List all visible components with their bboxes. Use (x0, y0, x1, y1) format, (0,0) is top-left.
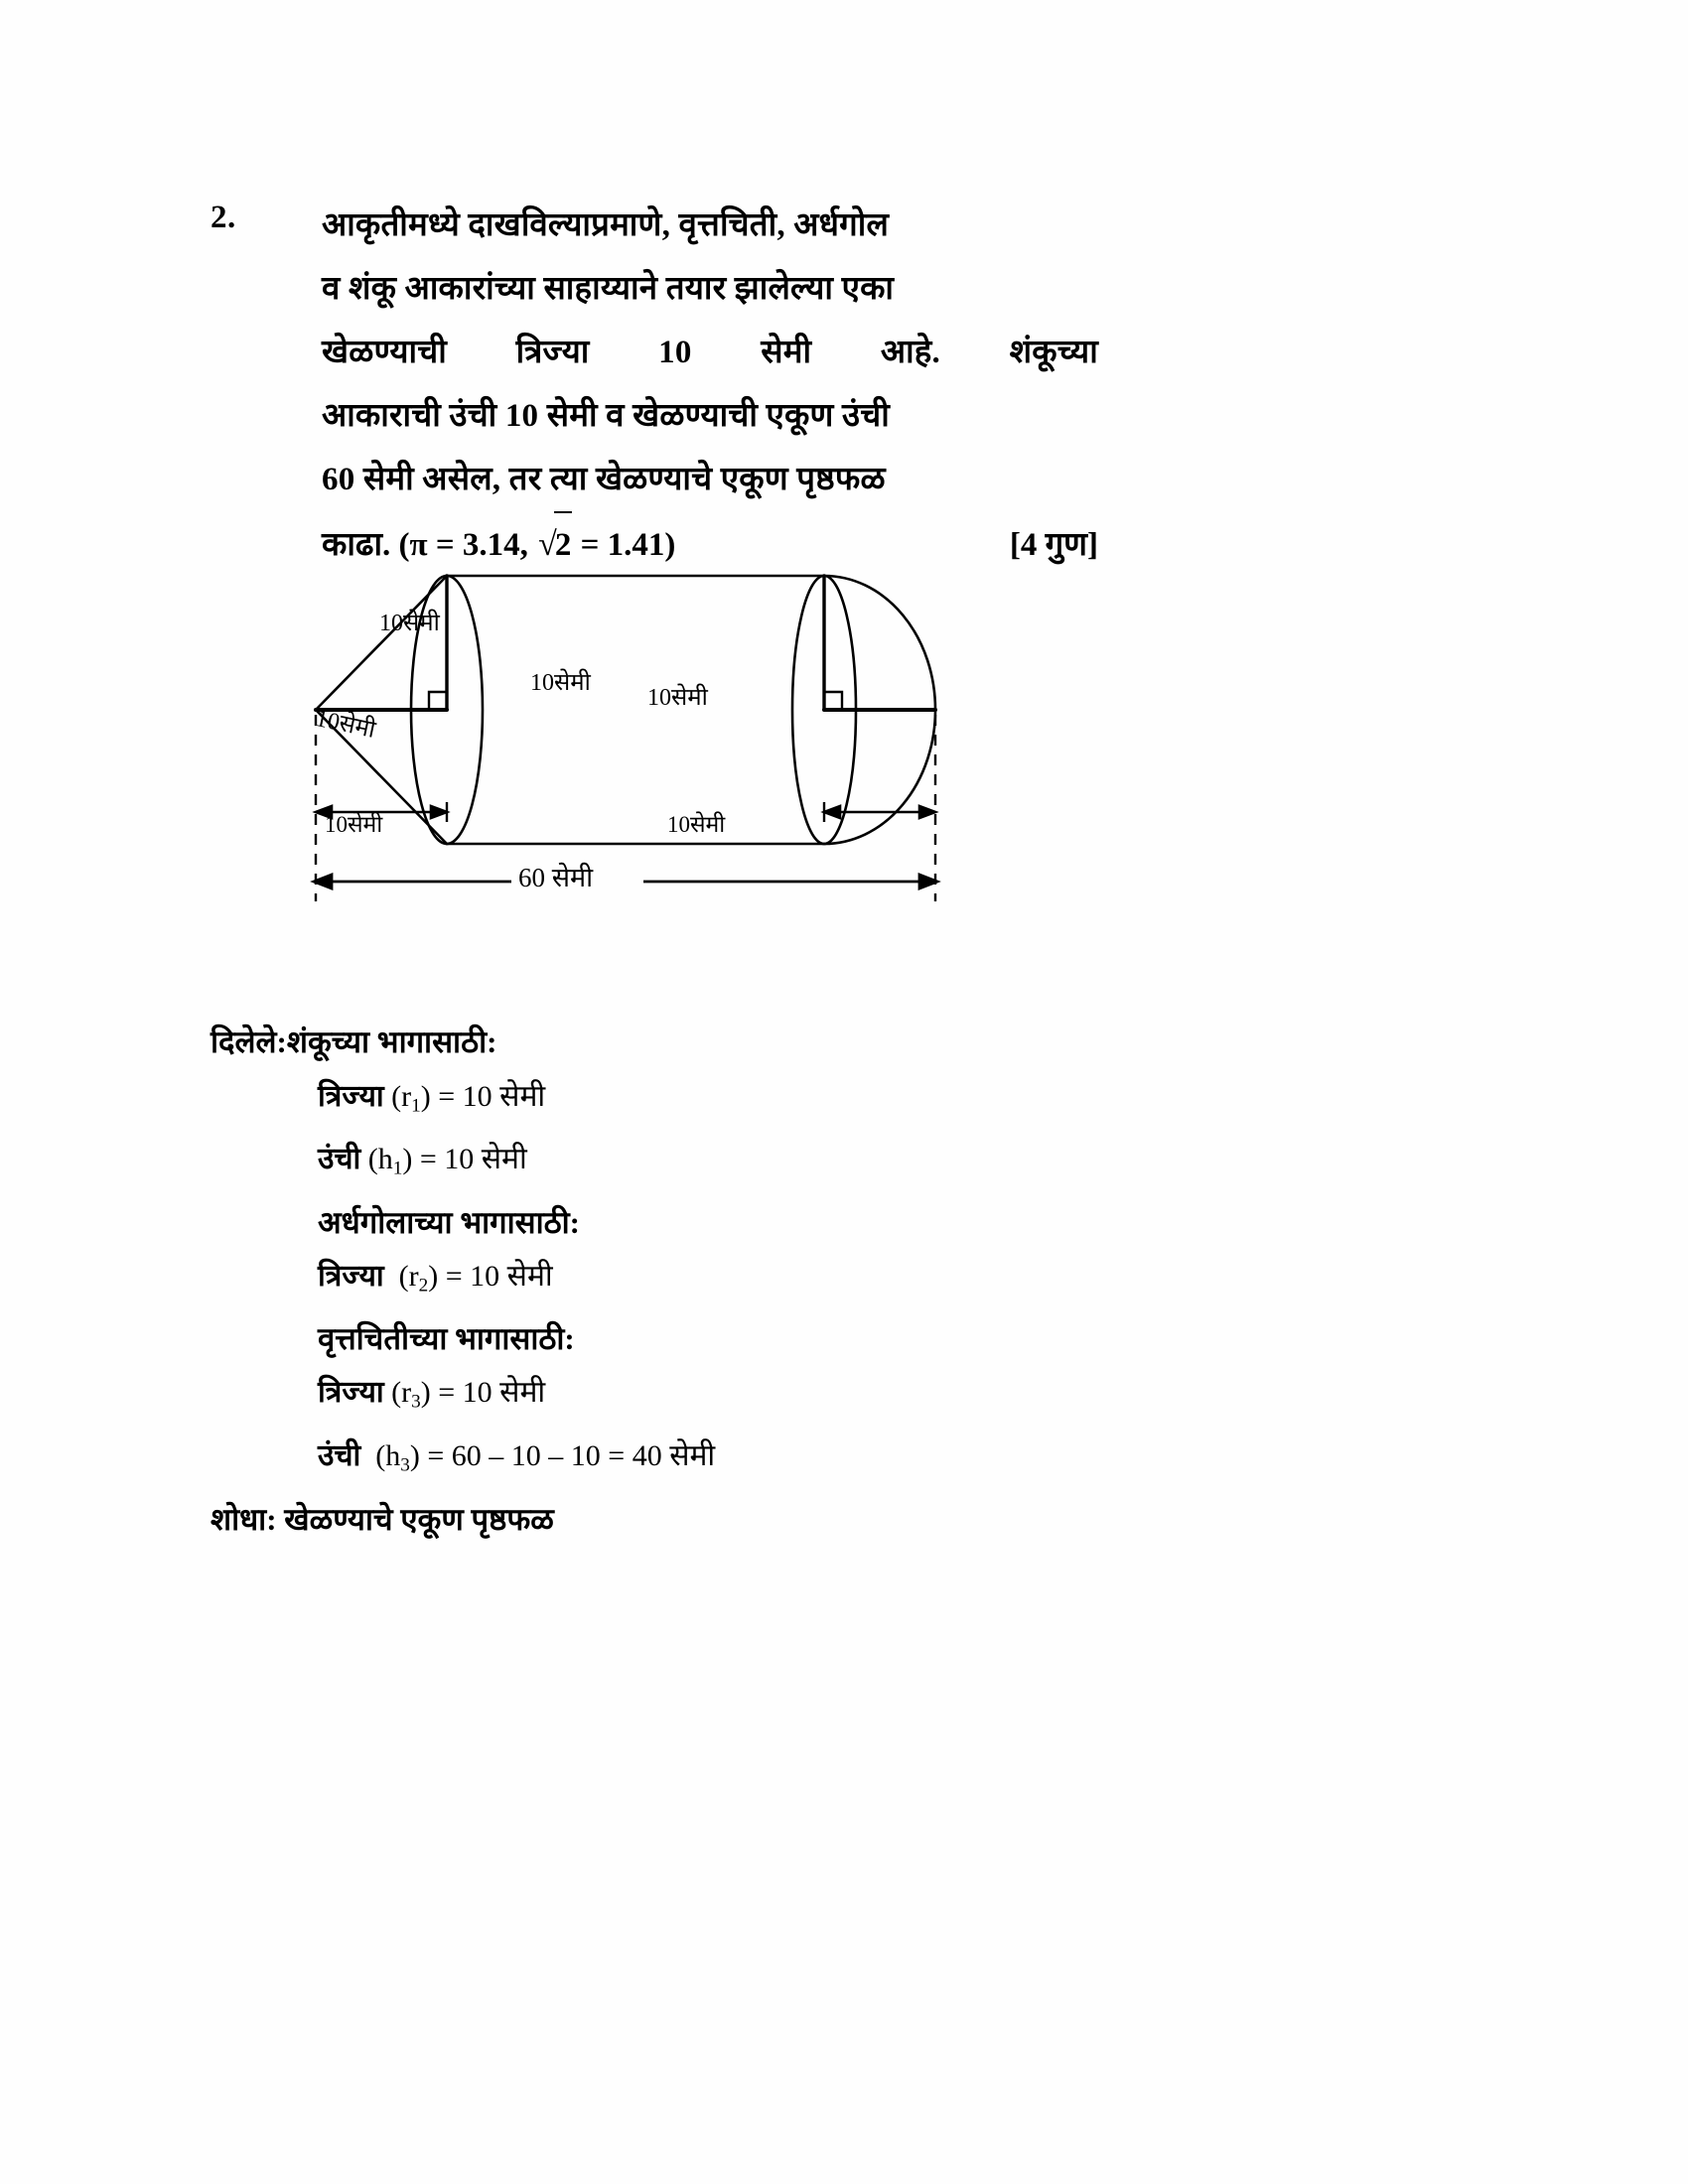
question-number: 2. (211, 200, 236, 235)
dim-total-group (314, 875, 937, 888)
cylinder-radius-value: = 10 सेमी (438, 1376, 546, 1410)
cone-height-symbol-base: h (377, 1143, 393, 1176)
hemisphere-radius-name: त्रिज्या (318, 1259, 384, 1293)
find-text: खेळण्याचे एकूण पृष्ठफळ (284, 1501, 554, 1537)
question-line-1: आकृतीमध्ये दाखविल्याप्रमाणे, वृत्तचिती, अर्धगोल (322, 207, 890, 243)
marks-badge: [4 गुण] (1009, 527, 1098, 563)
cylinder-height-symbol-base: h (385, 1438, 401, 1472)
cone-heading: शंकूच्या भागासाठी: (286, 1024, 497, 1059)
q3-word-1: खेळण्याची (322, 335, 447, 370)
radical-icon: √ (538, 526, 557, 563)
question-line-2: व शंकू आकारांच्या साहाय्याने तयार झालेल्या एका (322, 271, 895, 307)
hemisphere-radius-value: = 10 सेमी (445, 1259, 553, 1293)
label-cone-radius: 10सेमी (313, 705, 378, 744)
sqrt-value-text: = 1.41) (580, 527, 676, 563)
given-line (211, 1015, 1303, 1070)
hemisphere-radius-line (318, 1250, 1303, 1312)
cone-height-value: = 10 सेमी (419, 1143, 527, 1176)
hemisphere-heading: अर्धगोलाच्या भागासाठी: (318, 1204, 580, 1240)
right-angle-marker-left (429, 692, 447, 710)
cone-radius-symbol-sub: 1 (411, 1095, 421, 1117)
label-hemisphere-radius: 10सेमी (647, 685, 708, 711)
cone-radius-symbol-base: r (401, 1080, 412, 1113)
q3-word-2: त्रिज्या (515, 335, 590, 370)
given-label: दिलेले: (211, 1024, 287, 1059)
q3-word-4: सेमी (761, 335, 812, 370)
cylinder-radius-line (318, 1366, 1303, 1429)
hemisphere-radius-symbol-sub: 2 (418, 1275, 429, 1297)
cone-slant-upper (316, 576, 447, 710)
pi-value-text: काढा. (π = 3.14, (322, 527, 528, 563)
label-dim-left: 10सेमी (325, 812, 383, 837)
find-label: शोधा: (211, 1501, 277, 1537)
cone-radius-line (318, 1070, 1303, 1133)
solution-block (211, 1015, 1303, 1548)
question-text (322, 194, 1098, 577)
cylinder-height-symbol: $(h_3)$ (367, 1438, 420, 1475)
cylinder-height-line (318, 1430, 1303, 1492)
question-line-3 (322, 321, 1098, 384)
cone-height-name: उंची (318, 1143, 361, 1176)
label-dim-right: 10सेमी (667, 812, 726, 837)
dim-right-group (824, 802, 935, 822)
right-angle-marker-right (824, 692, 842, 710)
question-line-5: 60 सेमी असेल, तर त्या खेळण्याचे एकूण पृष्ठफळ (322, 462, 886, 497)
cone-radius-name: त्रिज्या (318, 1080, 384, 1113)
hemisphere-radius-symbol-base: r (408, 1259, 419, 1293)
cylinder-height-name: उंची (318, 1438, 361, 1472)
cone-height-symbol-sub: 1 (392, 1158, 403, 1179)
label-dim-total: 60 सेमी (518, 863, 594, 892)
label-cylinder-right-radius: 10सेमी (530, 670, 591, 696)
cylinder-radius-symbol-sub: 3 (411, 1391, 421, 1413)
q3-word-5: आहे. (880, 335, 940, 370)
find-line (211, 1492, 1303, 1548)
cone-height-symbol: $(h_1)$ (367, 1143, 413, 1179)
question-line-4: आकाराची उंची 10 सेमी व खेळण्याची एकूण उंची (322, 398, 891, 434)
cone-radius-symbol: $(r_1)$ (391, 1080, 431, 1117)
q3-word-3: 10 (658, 335, 692, 370)
label-cone-slant-top: 10सेमी (379, 611, 440, 636)
cone-height-line (318, 1133, 1303, 1195)
radicand: 2 (554, 511, 573, 577)
cone-radius-value: = 10 सेमी (438, 1080, 546, 1113)
cylinder-height-value: = 60 – 10 – 10 = 40 सेमी (427, 1438, 716, 1472)
toy-figure (298, 566, 1053, 1023)
cylinder-radius-symbol: $(r_3)$ (391, 1376, 431, 1413)
cylinder-radius-symbol-base: r (401, 1376, 412, 1410)
q3-word-6: शंकूच्या (1009, 335, 1098, 370)
cylinder-height-symbol-sub: 3 (400, 1453, 410, 1475)
question-block (211, 194, 1104, 577)
cylinder-radius-name: त्रिज्या (318, 1376, 384, 1410)
cylinder-heading: वृत्तचितीच्या भागासाठी: (318, 1321, 575, 1357)
hemisphere-radius-symbol: $(r_2)$ (391, 1259, 439, 1297)
